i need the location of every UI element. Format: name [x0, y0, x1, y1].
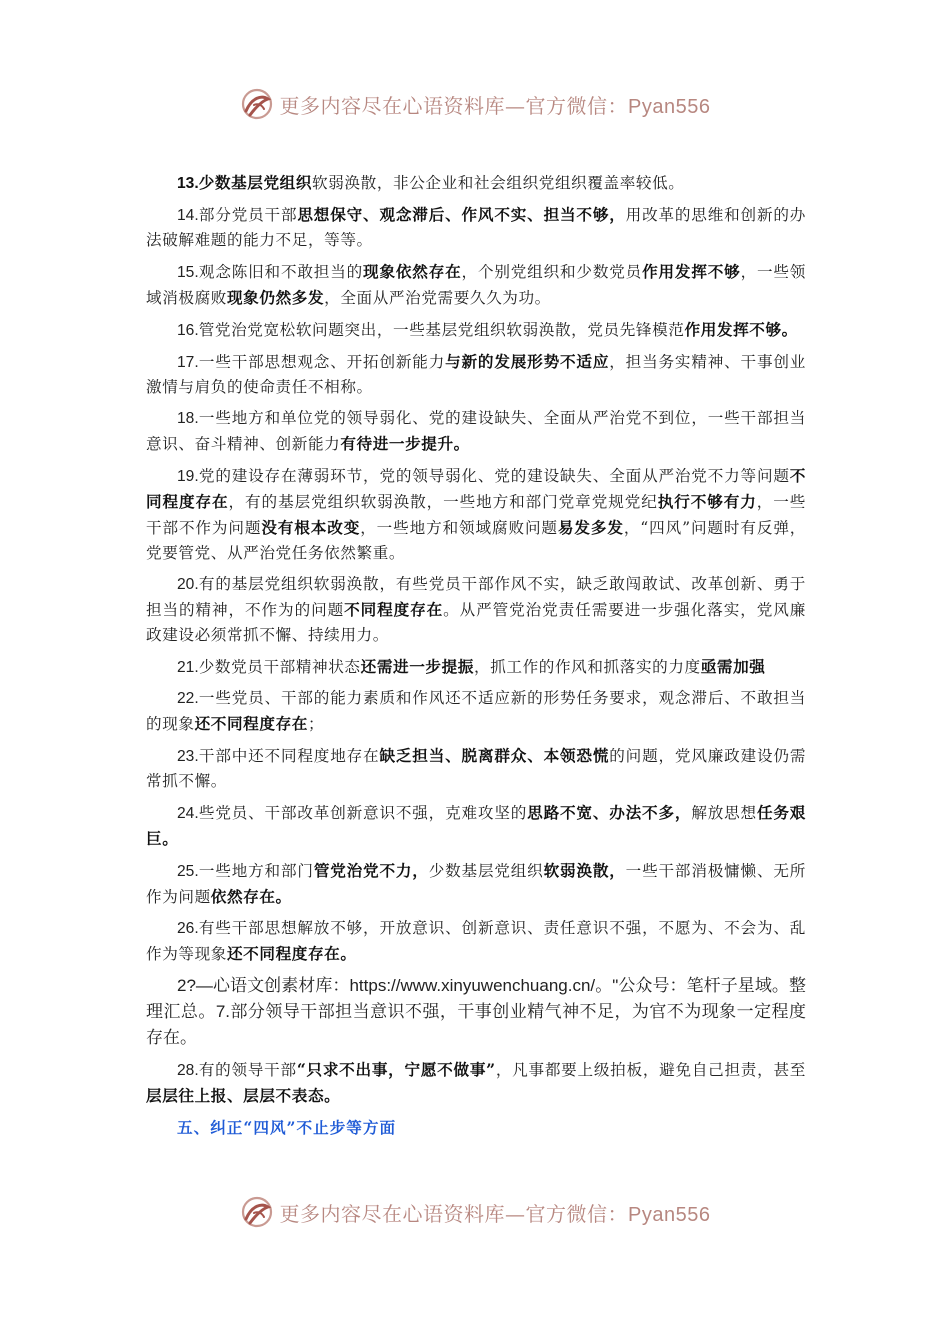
text-segment: 一些地方和部门: [198, 862, 314, 880]
text-segment: 干部中还不同程度地存在: [198, 747, 380, 765]
bold-text-segment: 有待进一步提升。: [340, 434, 470, 453]
calligraphy-swirl-icon: [240, 1195, 274, 1229]
bold-text-segment: 少数基层党组织: [198, 173, 313, 192]
list-item: [146, 654, 806, 680]
bold-text-segment: 易发多发: [557, 518, 624, 537]
section-heading: 五、纠正“四风”不止步等方面: [177, 1118, 397, 1137]
list-item: [146, 973, 806, 1051]
text-segment: ，“四风”问题时有反弹，党要管党、从严治党任务依然繁重。: [146, 519, 806, 562]
text-segment: 用改革的思维和创新的办法破解难题的能力不足，等等。: [146, 206, 806, 249]
list-item: [146, 572, 806, 648]
bold-text-segment: 与新的发展形势不适应: [445, 352, 610, 371]
list-item: [146, 259, 806, 311]
text-segment: ，担当务实精神、干事创业激情与肩负的使命责任不相称。: [146, 353, 806, 396]
list-item: [146, 406, 806, 457]
text-segment: 一些党员、干部的能力素质和作风还不适应新的形势任务要求，观念滞后、不敢担当的现象: [146, 689, 806, 733]
bold-text-segment: 现象仍然多发: [226, 288, 325, 307]
list-item: [146, 1057, 806, 1109]
text-segment: 少数党员干部精神状态: [198, 658, 361, 676]
text-segment: 的问题，党风廉政建设仍需常抓不懈。: [146, 747, 807, 790]
list-item: [146, 170, 806, 196]
list-item: [146, 858, 806, 910]
text-segment: ，抓工作的作风和抓落实的力度: [474, 658, 701, 676]
banner-main-text: 更多内容尽在心语资料库: [279, 1201, 506, 1226]
text-segment: 24.: [177, 805, 199, 822]
text-segment: 15.: [177, 264, 199, 281]
bold-text-segment: 亟需加强: [700, 657, 766, 676]
text-segment: 观念陈旧和不敢担当的: [198, 263, 364, 281]
text-segment: 有些干部思想解放不够，开放意识、创新意识、责任意识不强，不愿为、不会为、乱作为等现象: [146, 919, 806, 963]
text-segment: ，一些领域消极腐败: [146, 263, 806, 307]
bold-text-segment: 思路不宽、办法不多，: [527, 803, 692, 822]
banner-wechat-label: 官方微信：: [525, 1201, 629, 1226]
bold-text-segment: 13.: [177, 175, 199, 192]
text-segment: 有的领导干部: [198, 1061, 297, 1079]
text-segment: ，个别党组织和少数党员: [461, 263, 643, 281]
text-segment: 20.: [177, 576, 199, 593]
text-segment: 一些干部思想观念、开拓创新能力: [198, 353, 446, 371]
text-segment: ，一些地方和领域腐败问题: [360, 519, 558, 537]
bold-text-segment: 作用发挥不够。: [684, 320, 798, 339]
bold-text-segment: 执行不够有力: [657, 492, 757, 511]
text-segment: ，凡事都要上级拍板，避免自己担责，甚至: [495, 1061, 806, 1079]
document-body: [146, 170, 806, 1140]
banner-text: [280, 90, 711, 119]
text-segment: ，一些干部不作为问题: [146, 493, 806, 537]
list-item: [146, 463, 806, 566]
text-segment: 少数基层党组织: [428, 862, 544, 880]
calligraphy-swirl-icon: [240, 87, 274, 121]
bold-text-segment: 任务艰巨。: [146, 803, 806, 848]
text-segment: 17.: [177, 354, 199, 371]
bold-text-segment: 软弱涣散，: [543, 861, 626, 880]
text-segment: 部分党员干部: [198, 206, 298, 224]
list-item: [146, 349, 806, 400]
text-segment: 28.: [177, 1062, 199, 1079]
text-segment: 软弱涣散，非公企业和社会组织党组织覆盖率较低。: [312, 174, 685, 192]
bold-text-segment: 作用发挥不够: [642, 262, 741, 281]
text-segment: 解放思想: [691, 804, 757, 822]
banner-wechat-label: 官方微信：: [525, 93, 629, 118]
header-watermark-banner: [0, 84, 950, 124]
bold-text-segment: “只求不出事，宁愿不做事”: [296, 1060, 496, 1079]
bold-text-segment: 管党治党不力，: [313, 861, 429, 880]
bold-text-segment: 还不同程度存在: [194, 714, 308, 733]
list-item: [146, 743, 806, 794]
bold-text-segment: 现象依然存在: [363, 262, 462, 281]
list-item: [146, 202, 806, 253]
bold-text-segment: 依然存在。: [210, 887, 292, 906]
text-segment: 19.: [177, 468, 199, 485]
list-item: [146, 686, 806, 737]
text-segment: 些党员、干部改革创新意识不强，克难攻坚的: [198, 804, 528, 822]
text-segment: 18.: [177, 410, 199, 427]
banner-dash: —: [505, 1201, 526, 1226]
text-segment: 22.: [177, 690, 199, 707]
text-segment: 21.: [177, 659, 199, 676]
text-segment: 。从严管党治党责任需要进一步强化落实，党风廉政建设必须常抓不懈、持续用力。: [146, 601, 806, 644]
text-segment: 14.: [177, 207, 199, 224]
bold-text-segment: 还需进一步提振: [360, 657, 474, 676]
text-segment: 25.: [177, 863, 199, 880]
footer-watermark-banner: [0, 1192, 950, 1232]
bold-text-segment: 不同程度存在: [146, 466, 806, 511]
text-segment: ，全面从严治党需要久久为功。: [324, 289, 551, 307]
banner-dash: —: [505, 93, 526, 118]
banner-wechat-id: Pyan556: [628, 95, 711, 118]
text-segment: 23.: [177, 748, 199, 765]
text-segment: 管党治党宽松软问题突出，一些基层党组织软弱涣散，党员先锋模范: [198, 321, 685, 339]
bold-text-segment: 缺乏担当、脱离群众、本领恐慌: [379, 746, 610, 765]
bold-text-segment: 没有根本改变: [261, 518, 361, 537]
bold-text-segment: 还不同程度存在。: [226, 944, 357, 963]
text-segment: ，有的基层党组织软弱涣散，一些地方和部门党章党规党纪: [228, 493, 658, 511]
bold-text-segment: 不同程度存在: [344, 600, 444, 619]
banner-text: [280, 1198, 711, 1227]
bold-text-segment: 思想保守、观念滞后、作风不实、担当不够，: [297, 205, 626, 224]
text-segment: 党的建设存在薄弱环节，党的领导弱化、党的建设缺失、全面从严治党不力等问题: [198, 467, 790, 485]
text-segment: ；: [307, 715, 325, 733]
list-item: [146, 916, 806, 967]
text-segment: 有的基层党组织软弱涣散，有些党员干部作风不实，缺乏敢闯敢试、改革创新、勇于担当的精神，不作为的问题: [146, 575, 806, 619]
banner-wechat-id: Pyan556: [628, 1203, 711, 1226]
text-segment: 16.: [177, 322, 199, 339]
text-segment: 26.: [177, 920, 199, 937]
text-segment: 2?—心语文创素材库：https://www.xinyuwenchuang.cn/。"公众号：笔杆子星域。整理汇总。7.部分领导干部担当意识不强，干事创业精气神不足，为官不为现象一定程度存在。: [146, 976, 806, 1047]
banner-main-text: 更多内容尽在心语资料库: [279, 93, 506, 118]
bold-text-segment: 层层往上报、层层不表态。: [146, 1086, 341, 1105]
text-segment: 一些地方和单位党的领导弱化、党的建设缺失、全面从严治党不到位，一些干部担当意识、奋斗精神、创新能力: [146, 409, 806, 453]
text-segment: 一些干部消极慵懒、无所作为问题: [146, 862, 806, 906]
list-item: [146, 800, 806, 852]
list-item: [146, 317, 806, 343]
